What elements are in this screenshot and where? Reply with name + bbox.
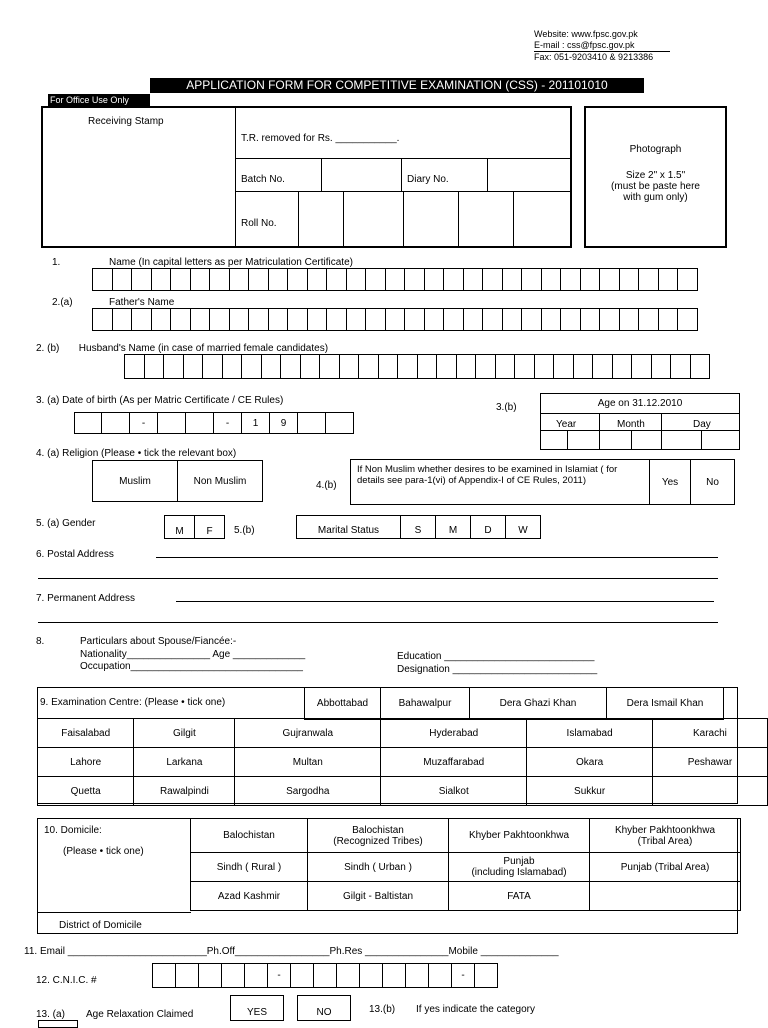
- name-char-box[interactable]: [92, 268, 113, 291]
- q1-label: Name (In capital letters as per Matriculation Certificate): [109, 257, 353, 268]
- name-char-box[interactable]: [248, 268, 269, 291]
- domicile-grid: [190, 818, 741, 911]
- exam-centre-option[interactable]: Quetta: [38, 777, 134, 806]
- husband-char-box[interactable]: [300, 354, 321, 379]
- husband-char-box[interactable]: [514, 354, 535, 379]
- q3a-label: 3. (a) Date of birth (As per Matric Certificate / CE Rules): [36, 395, 284, 406]
- name-char-box[interactable]: [365, 268, 386, 291]
- islamiat-yes[interactable]: Yes: [649, 459, 691, 505]
- age-box: [540, 393, 740, 450]
- husband-char-box[interactable]: [261, 354, 282, 379]
- religion-options: [92, 460, 263, 502]
- father-char-box[interactable]: [463, 308, 484, 331]
- father-char-box[interactable]: [209, 308, 230, 331]
- centre-bahawalpur[interactable]: Bahawalpur: [381, 688, 470, 720]
- age-title: Age on 31.12.2010: [597, 398, 683, 409]
- name-char-box[interactable]: [326, 268, 347, 291]
- husband-char-box[interactable]: [144, 354, 165, 379]
- gender-options: [164, 515, 225, 539]
- exam-centre-option[interactable]: Gilgit: [134, 719, 235, 748]
- father-char-box[interactable]: [541, 308, 562, 331]
- age-relaxation-no[interactable]: NO: [297, 995, 351, 1021]
- husband-char-box[interactable]: [495, 354, 516, 379]
- husband-name-input-boxes[interactable]: [124, 354, 710, 379]
- husband-char-box[interactable]: [183, 354, 204, 379]
- office-vline3: [487, 158, 488, 191]
- cnic-char-box[interactable]: [313, 963, 337, 988]
- father-char-box[interactable]: [131, 308, 152, 331]
- q8-education[interactable]: Education ___________________________: [397, 651, 595, 662]
- father-char-box[interactable]: [151, 308, 172, 331]
- q2b-label: 2. (b) Husband's Name (in case of married female candidates): [36, 343, 329, 354]
- domicile-option[interactable]: Balochistan: [191, 819, 308, 853]
- cnic-char-box[interactable]: [244, 963, 268, 988]
- name-char-box[interactable]: [151, 268, 172, 291]
- dob-digit-9: 9: [269, 412, 298, 434]
- q10-sub: (Please • tick one): [63, 846, 144, 857]
- father-char-box[interactable]: [307, 308, 328, 331]
- q12-label: 12. C.N.I.C. #: [36, 975, 97, 986]
- exam-centre-option[interactable]: Rawalpindi: [134, 777, 235, 806]
- husband-char-box[interactable]: [670, 354, 691, 379]
- cnic-char-box[interactable]: [405, 963, 429, 988]
- receiving-stamp-label: Receiving Stamp: [88, 116, 164, 127]
- father-char-box[interactable]: [658, 308, 679, 331]
- domicile-option[interactable]: Sindh ( Urban ): [308, 853, 449, 882]
- father-char-box[interactable]: [268, 308, 289, 331]
- exam-centre-option[interactable]: Lahore: [38, 748, 134, 777]
- exam-centre-option[interactable]: Sargodha: [235, 777, 381, 806]
- q4b-number: 4.(b): [316, 480, 337, 491]
- q10-label: 10. Domicile:: [44, 825, 102, 836]
- name-char-box[interactable]: [541, 268, 562, 291]
- domicile-option[interactable]: Balochistan (Recognized Tribes): [308, 819, 449, 853]
- husband-char-box[interactable]: [202, 354, 223, 379]
- marital-m[interactable]: M: [435, 515, 471, 539]
- photograph-title: Photograph: [629, 144, 682, 155]
- q13b-number: 13.(b): [369, 1004, 396, 1015]
- office-vline1: [321, 158, 322, 191]
- tr-removed-label: T.R. removed for Rs. ___________.: [241, 133, 400, 144]
- father-char-box[interactable]: [424, 308, 445, 331]
- name-input-boxes[interactable]: [92, 268, 698, 291]
- exam-centre-grid: [37, 718, 768, 806]
- cnic-char-box[interactable]: [175, 963, 199, 988]
- husband-char-box[interactable]: [592, 354, 613, 379]
- exam-centre-option[interactable]: Larkana: [134, 748, 235, 777]
- domicile-option[interactable]: Punjab (Tribal Area): [590, 853, 741, 882]
- office-vline2: [401, 158, 402, 191]
- gender-f[interactable]: F: [194, 515, 225, 539]
- father-char-box[interactable]: [112, 308, 133, 331]
- marital-s[interactable]: S: [400, 515, 436, 539]
- q13a-number: 13. (a): [36, 1009, 65, 1020]
- roll-cell-line1: [298, 191, 299, 246]
- father-name-input-boxes[interactable]: [92, 308, 698, 331]
- husband-char-box[interactable]: [612, 354, 633, 379]
- website-text: Website: www.fpsc.gov.pk: [534, 29, 638, 39]
- exam-centre-option[interactable]: Gujranwala: [235, 719, 381, 748]
- q2a-number: 2.(a): [52, 297, 73, 308]
- father-char-box[interactable]: [521, 308, 542, 331]
- age-relaxation-yes[interactable]: YES: [230, 995, 284, 1021]
- photograph-gum: with gum only): [623, 192, 688, 203]
- exam-centre-option[interactable]: Hyderabad: [381, 719, 527, 748]
- name-char-box[interactable]: [502, 268, 523, 291]
- exam-centre-top-row: [304, 687, 724, 720]
- domicile-option[interactable]: Gilgit - Baltistan: [308, 882, 449, 911]
- q2a-label: Father's Name: [109, 297, 175, 308]
- exam-centre-option[interactable]: Faisalabad: [38, 719, 134, 748]
- q9-label: 9. Examination Centre: (Please • tick one): [40, 697, 226, 708]
- cnic-char-box[interactable]: [152, 963, 176, 988]
- age-year: Year: [556, 419, 577, 430]
- name-char-box[interactable]: [229, 268, 250, 291]
- cnic-char-box[interactable]: -: [451, 963, 475, 988]
- father-char-box[interactable]: [385, 308, 406, 331]
- diary-no-label: Diary No.: [407, 174, 449, 185]
- q8-designation[interactable]: Designation __________________________: [397, 664, 598, 675]
- name-char-box[interactable]: [209, 268, 230, 291]
- marital-w[interactable]: W: [505, 515, 541, 539]
- domicile-option[interactable]: Azad Kashmir: [191, 882, 308, 911]
- husband-char-box[interactable]: [378, 354, 399, 379]
- exam-centre-option[interactable]: Karachi: [652, 719, 767, 748]
- roll-cell-line3: [403, 191, 404, 246]
- photograph-size: Size 2" x 1.5": [625, 170, 686, 181]
- q7-label: 7. Permanent Address: [36, 593, 135, 604]
- marital-d[interactable]: D: [470, 515, 506, 539]
- exam-centre-option[interactable]: Islamabad: [527, 719, 653, 748]
- name-char-box[interactable]: [521, 268, 542, 291]
- father-char-box[interactable]: [619, 308, 640, 331]
- q8-number: 8.: [36, 636, 45, 647]
- name-char-box[interactable]: [638, 268, 659, 291]
- roll-cell-line5: [513, 191, 514, 246]
- cnic-char-box[interactable]: [428, 963, 452, 988]
- name-char-box[interactable]: [482, 268, 503, 291]
- husband-char-box[interactable]: [553, 354, 574, 379]
- exam-centre-option[interactable]: Sialkot: [381, 777, 527, 806]
- cnic-char-box[interactable]: [474, 963, 498, 988]
- postal-address-line-1[interactable]: [156, 557, 718, 558]
- exam-centre-option[interactable]: Multan: [235, 748, 381, 777]
- q5a-label: 5. (a) Gender: [36, 518, 96, 529]
- exam-centre-option: [652, 777, 767, 806]
- husband-char-box[interactable]: [456, 354, 477, 379]
- name-char-box[interactable]: [131, 268, 152, 291]
- photograph-box[interactable]: [584, 106, 727, 248]
- permanent-address-line-1[interactable]: [176, 601, 714, 602]
- husband-char-box[interactable]: [124, 354, 145, 379]
- dob-dash-1: -: [129, 412, 158, 434]
- q11-contact-line[interactable]: 11. Email _________________________Ph.Off_________________Ph.Res _______________Mobile ______________: [24, 946, 559, 957]
- exam-centre-option[interactable]: Muzaffarabad: [381, 748, 527, 777]
- name-char-box[interactable]: [170, 268, 191, 291]
- father-char-box[interactable]: [560, 308, 581, 331]
- father-char-box[interactable]: [404, 308, 425, 331]
- form-title: APPLICATION FORM FOR COMPETITIVE EXAMINATION (CSS) - 201101010: [150, 78, 644, 93]
- office-box: [41, 106, 572, 248]
- domicile-option[interactable]: FATA: [449, 882, 590, 911]
- father-char-box[interactable]: [346, 308, 367, 331]
- father-char-box[interactable]: [365, 308, 386, 331]
- q8-nationality[interactable]: Nationality_______________ Age _____________: [80, 649, 306, 660]
- cnic-char-box[interactable]: [290, 963, 314, 988]
- cnic-char-box[interactable]: -: [267, 963, 291, 988]
- name-char-box[interactable]: [112, 268, 133, 291]
- name-char-box[interactable]: [385, 268, 406, 291]
- name-char-box[interactable]: [424, 268, 445, 291]
- stamp-divider: [235, 108, 236, 246]
- postal-address-line-2[interactable]: [38, 578, 718, 579]
- islamiat-no[interactable]: No: [690, 459, 735, 505]
- father-char-box[interactable]: [326, 308, 347, 331]
- dob-dash-2: -: [213, 412, 242, 434]
- name-char-box[interactable]: [346, 268, 367, 291]
- father-char-box[interactable]: [599, 308, 620, 331]
- name-char-box[interactable]: [268, 268, 289, 291]
- centre-dera-ismail-khan[interactable]: Dera Ismail Khan: [607, 688, 724, 720]
- father-char-box[interactable]: [502, 308, 523, 331]
- father-char-box[interactable]: [287, 308, 308, 331]
- husband-char-box[interactable]: [319, 354, 340, 379]
- husband-char-box[interactable]: [358, 354, 379, 379]
- father-char-box[interactable]: [248, 308, 269, 331]
- husband-char-box[interactable]: [690, 354, 711, 379]
- name-char-box[interactable]: [404, 268, 425, 291]
- husband-char-box[interactable]: [475, 354, 496, 379]
- husband-char-box[interactable]: [417, 354, 438, 379]
- name-char-box[interactable]: [443, 268, 464, 291]
- islamiat-text: If Non Muslim whether desires to be examined in Islamiat ( for details see para-1(vi) of Appendix-I of CE Rules, 2011): [350, 459, 650, 505]
- father-char-box[interactable]: [229, 308, 250, 331]
- husband-char-box[interactable]: [397, 354, 418, 379]
- husband-char-box[interactable]: [241, 354, 262, 379]
- photograph-paste: (must be paste here: [611, 181, 700, 192]
- name-char-box[interactable]: [190, 268, 211, 291]
- roll-cell-line4: [458, 191, 459, 246]
- gender-m[interactable]: M: [164, 515, 195, 539]
- islamiat-box: [350, 459, 735, 505]
- father-char-box[interactable]: [92, 308, 113, 331]
- father-char-box[interactable]: [677, 308, 698, 331]
- domicile-option[interactable]: Khyber Pakhtoonkhwa: [449, 819, 590, 853]
- q13a-label: Age Relaxation Claimed: [86, 1009, 194, 1020]
- father-char-box[interactable]: [580, 308, 601, 331]
- centre-dera-ghazi-khan[interactable]: Dera Ghazi Khan: [470, 688, 607, 720]
- husband-char-box[interactable]: [534, 354, 555, 379]
- name-char-box[interactable]: [677, 268, 698, 291]
- name-char-box[interactable]: [463, 268, 484, 291]
- domicile-option: [590, 882, 741, 911]
- age-month: Month: [617, 419, 645, 430]
- email-text: E-mail : css@fpsc.gov.pk: [534, 40, 670, 52]
- name-char-box[interactable]: [658, 268, 679, 291]
- name-char-box[interactable]: [307, 268, 328, 291]
- name-char-box[interactable]: [599, 268, 620, 291]
- exam-centre-option[interactable]: Okara: [527, 748, 653, 777]
- father-char-box[interactable]: [638, 308, 659, 331]
- q13b-text: If yes indicate the category: [416, 1004, 535, 1015]
- cnic-char-box[interactable]: [221, 963, 245, 988]
- fax-text: Fax: 051-9203410 & 9213386: [534, 52, 654, 62]
- exam-centre-option[interactable]: Peshawar: [652, 748, 767, 777]
- dob-input-boxes[interactable]: [74, 412, 354, 434]
- q8-title: Particulars about Spouse/Fiancée:-: [80, 636, 237, 647]
- cnic-char-box[interactable]: [336, 963, 360, 988]
- q6-label: 6. Postal Address: [36, 549, 114, 560]
- marital-label: Marital Status: [296, 515, 401, 539]
- domicile-option[interactable]: Khyber Pakhtoonkhwa (Tribal Area): [590, 819, 741, 853]
- q13a-tick-box[interactable]: [38, 1020, 78, 1028]
- cnic-char-box[interactable]: [382, 963, 406, 988]
- cnic-char-box[interactable]: [359, 963, 383, 988]
- cnic-input-boxes[interactable]: [152, 963, 498, 988]
- centre-abbottabad[interactable]: Abbottabad: [305, 688, 381, 720]
- batch-no-label: Batch No.: [241, 174, 285, 185]
- marital-options: [296, 515, 541, 539]
- domicile-option[interactable]: Sindh ( Rural ): [191, 853, 308, 882]
- father-char-box[interactable]: [443, 308, 464, 331]
- husband-char-box[interactable]: [222, 354, 243, 379]
- religion-non-muslim[interactable]: Non Muslim: [177, 460, 263, 502]
- husband-char-box[interactable]: [573, 354, 594, 379]
- husband-char-box[interactable]: [651, 354, 672, 379]
- roll-cell-line2: [343, 191, 344, 246]
- name-char-box[interactable]: [580, 268, 601, 291]
- cnic-char-box[interactable]: [198, 963, 222, 988]
- husband-char-box[interactable]: [280, 354, 301, 379]
- q5b-number: 5.(b): [234, 525, 255, 536]
- roll-no-label: Roll No.: [241, 218, 277, 229]
- father-char-box[interactable]: [170, 308, 191, 331]
- q4a-label: 4. (a) Religion (Please • tick the relevant box): [36, 448, 237, 459]
- q3b-number: 3.(b): [496, 402, 517, 413]
- husband-char-box[interactable]: [339, 354, 360, 379]
- name-char-box[interactable]: [560, 268, 581, 291]
- office-use-label: For Office Use Only: [48, 94, 150, 106]
- age-day: Day: [693, 419, 711, 430]
- husband-char-box[interactable]: [163, 354, 184, 379]
- father-char-box[interactable]: [482, 308, 503, 331]
- name-char-box[interactable]: [619, 268, 640, 291]
- permanent-address-line-2[interactable]: [38, 622, 718, 623]
- district-of-domicile-label: District of Domicile: [59, 920, 142, 931]
- husband-char-box[interactable]: [631, 354, 652, 379]
- q8-occupation[interactable]: Occupation_______________________________: [80, 661, 303, 672]
- name-char-box[interactable]: [287, 268, 308, 291]
- husband-char-box[interactable]: [436, 354, 457, 379]
- office-hline1: [235, 158, 570, 159]
- religion-muslim[interactable]: Muslim: [92, 460, 178, 502]
- dob-digit-1: 1: [241, 412, 270, 434]
- exam-centre-option[interactable]: Sukkur: [527, 777, 653, 806]
- domicile-option[interactable]: Punjab (including Islamabad): [449, 853, 590, 882]
- q1-number: 1.: [52, 257, 61, 268]
- father-char-box[interactable]: [190, 308, 211, 331]
